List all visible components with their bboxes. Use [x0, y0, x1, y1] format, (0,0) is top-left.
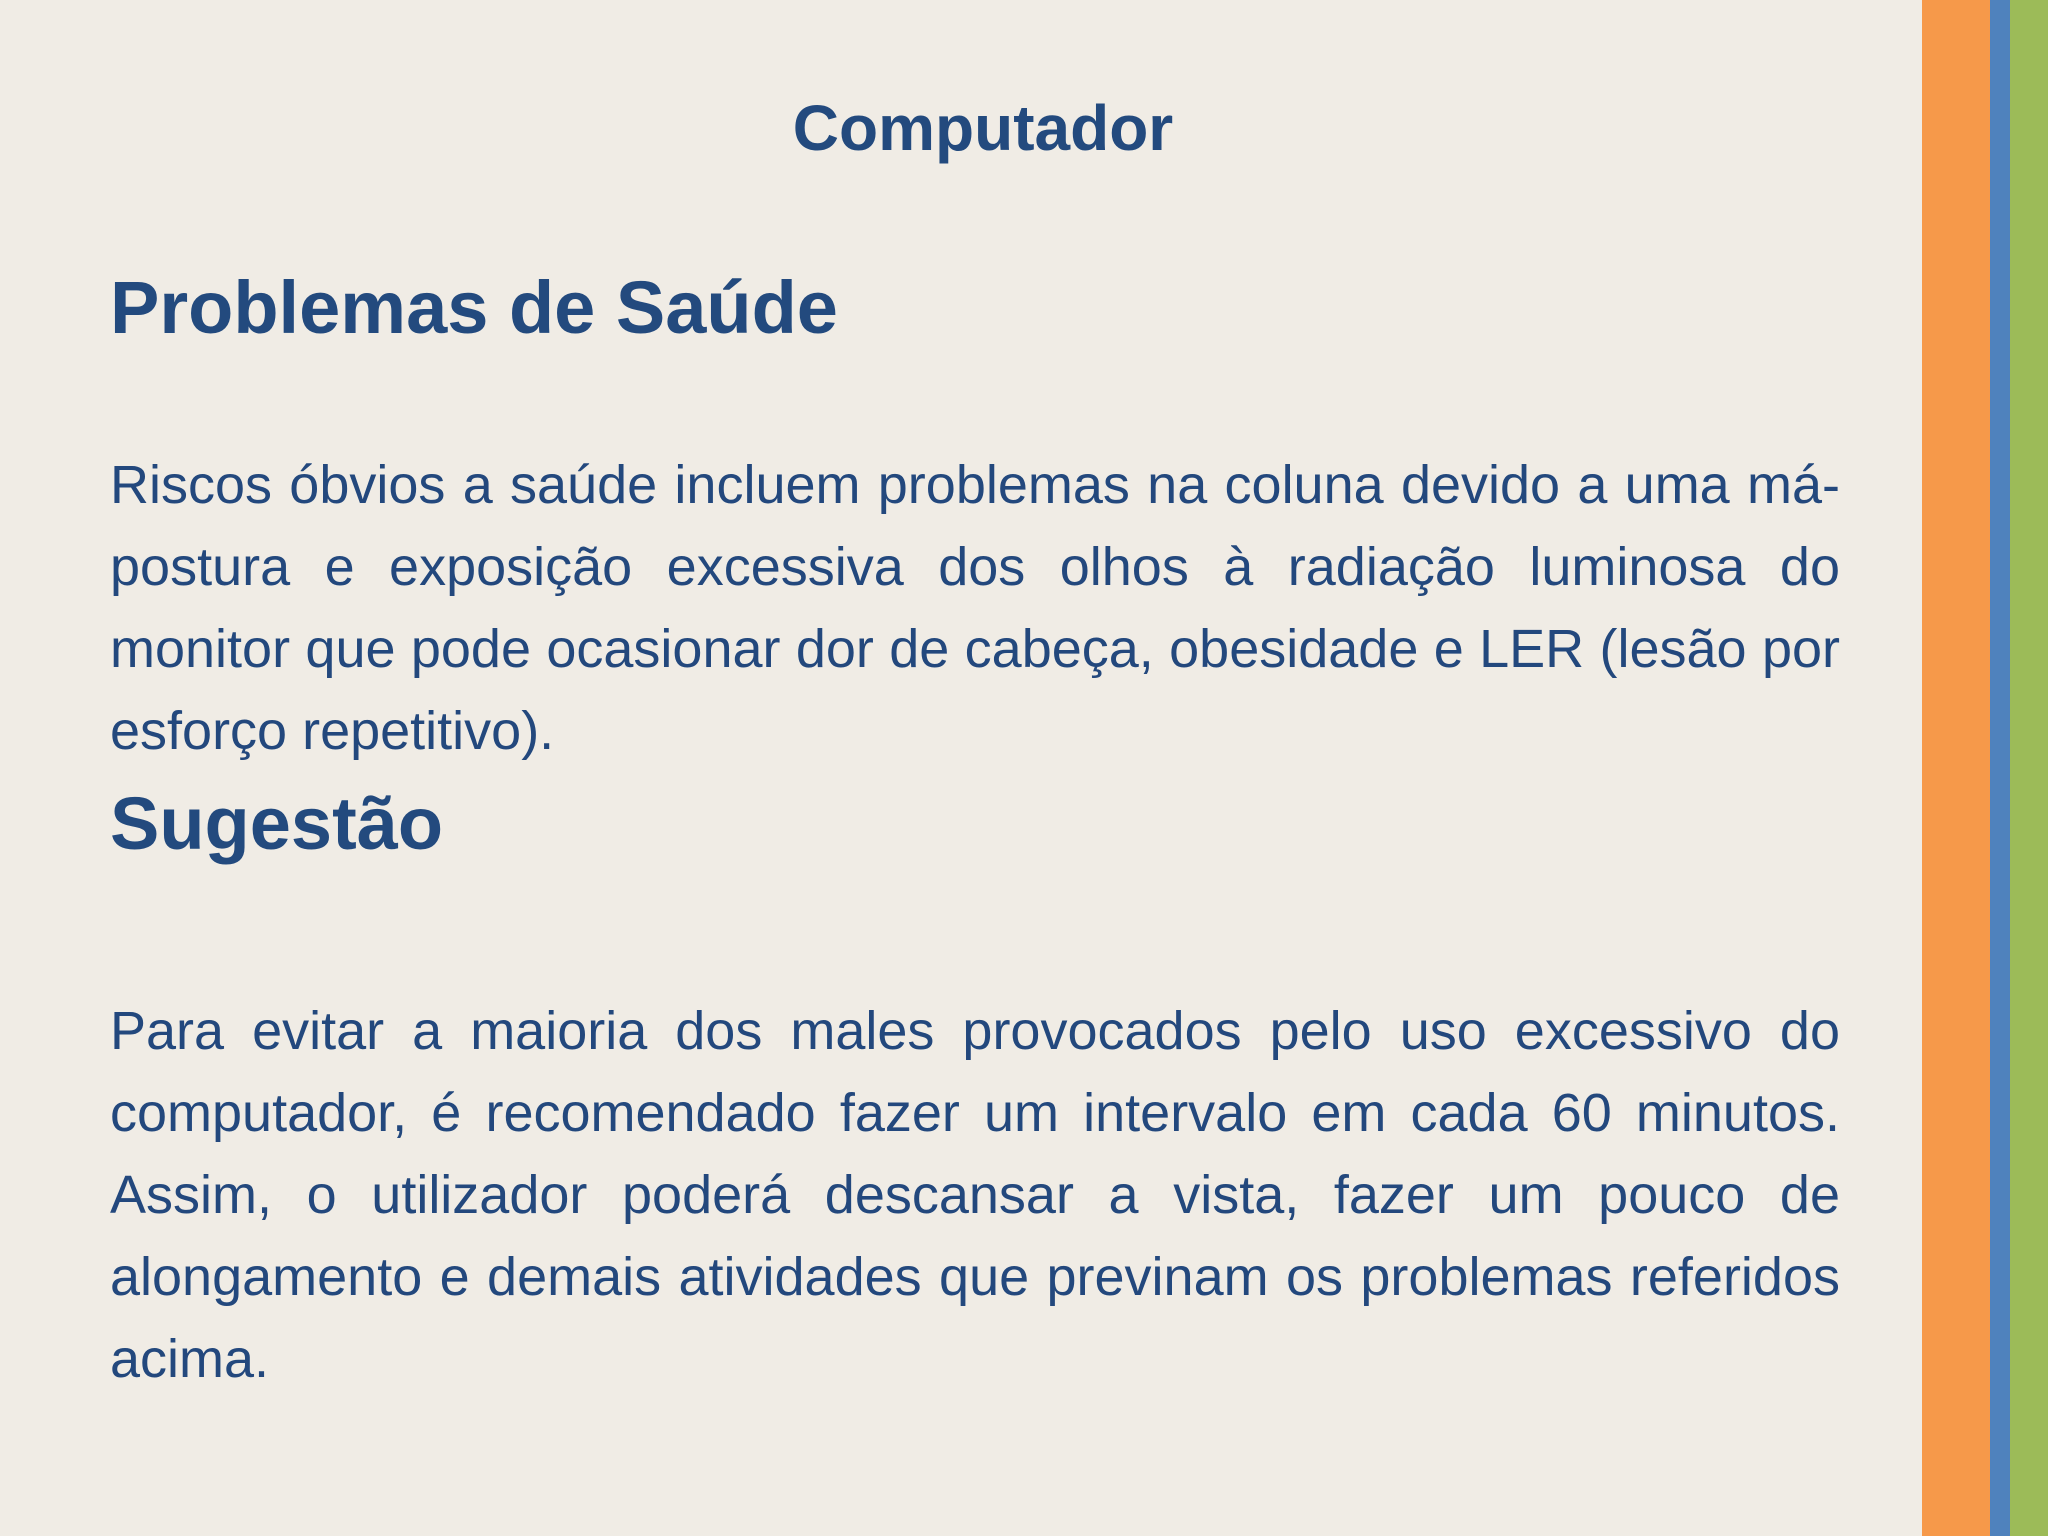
section-text-suggestion: Para evitar a maioria dos males provocados pelo uso excessivo do computador, é recomendado fazer um intervalo em cada 60 minutos. Assim, o utilizador poderá descansar a vista, fazer um pouco de alongamento e demais atividades que previnam os problemas referidos acima. [110, 1001, 1840, 1389]
section-heading-health-problems: Problemas de Saúde [110, 266, 838, 349]
decorative-stripe-blue [1990, 0, 2010, 1536]
slide-title: Computador [792, 92, 1174, 164]
section-text-health-problems: Riscos óbvios a saúde incluem problemas na coluna devido a uma má-postura e exposição excessiva dos olhos à radiação luminosa do monitor que pode ocasionar dor de cabeça, obesidade e LER (lesão por esforço repetitivo). [110, 455, 1840, 761]
decorative-stripe-green [2010, 0, 2048, 1536]
decorative-stripe-orange [1922, 0, 1990, 1536]
section-heading-suggestion: Sugestão [110, 782, 444, 865]
